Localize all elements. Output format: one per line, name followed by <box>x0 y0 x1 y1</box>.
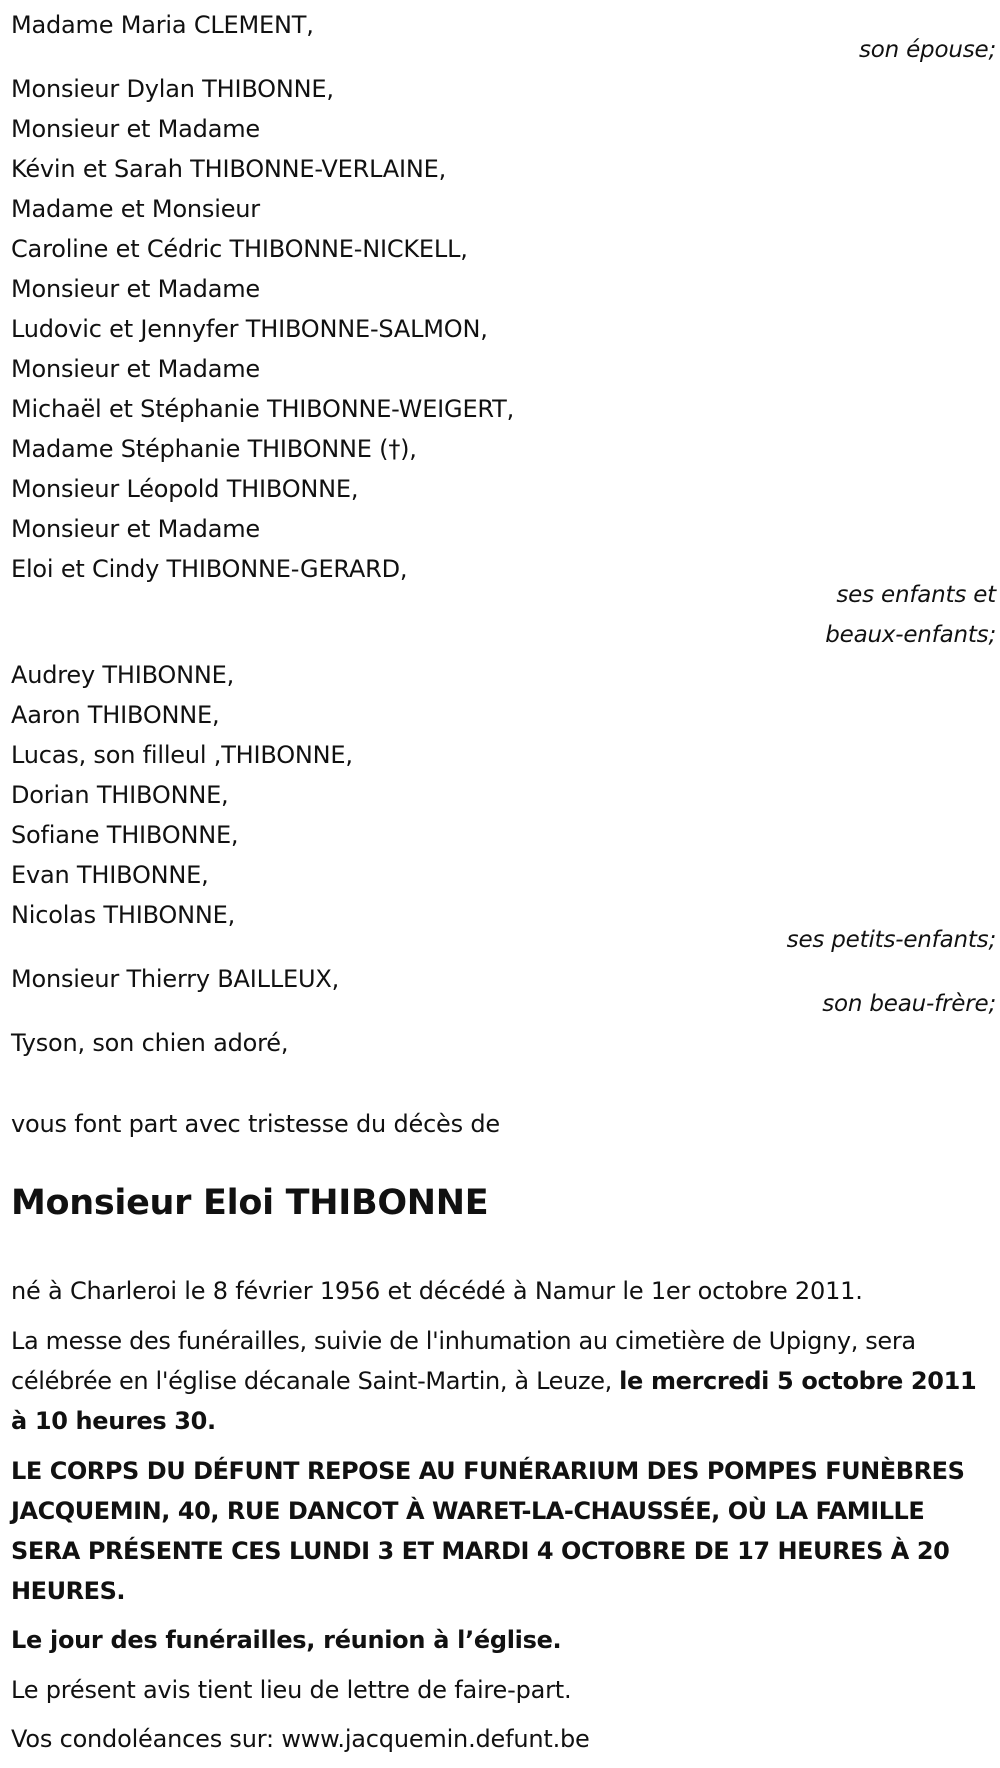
grandchild-line: Dorian THIBONNE, <box>11 781 229 809</box>
child-line: Monsieur Léopold THIBONNE, <box>11 475 359 503</box>
pet-name: Tyson, son chien adoré, <box>11 1029 289 1057</box>
meeting-text: Le jour des funérailles, réunion à l’église. <box>11 1626 562 1654</box>
child-line: Caroline et Cédric THIBONNE-NICKELL, <box>11 235 468 263</box>
brother-in-law-role: son beau-frère; <box>822 991 996 1017</box>
birth-death-text: né à Charleroi le 8 février 1956 et décédé à Namur le 1er octobre 2011. <box>11 1277 863 1305</box>
grandchild-line: Evan THIBONNE, <box>11 861 209 889</box>
child-line: Kévin et Sarah THIBONNE-VERLAINE, <box>11 155 447 183</box>
mass-date: le mercredi 5 octobre 2011 à 10 heures 30 <box>11 1367 977 1435</box>
grandchild-line: Sofiane THIBONNE, <box>11 821 239 849</box>
grandchild-line: Audrey THIBONNE, <box>11 661 235 689</box>
brother-in-law-name: Monsieur Thierry BAILLEUX, <box>11 965 339 993</box>
child-line: Michaël et Stéphanie THIBONNE-WEIGERT, <box>11 395 515 423</box>
child-line: Monsieur et Madame <box>11 275 260 303</box>
spouse-role: son épouse; <box>858 37 996 63</box>
child-line: Madame et Monsieur <box>11 195 260 223</box>
condolences-label: Vos condoléances sur: <box>11 1725 282 1753</box>
condolences-line <box>11 1724 590 1754</box>
mass-end: . <box>207 1407 216 1435</box>
children-role: ses enfants et <box>836 582 996 608</box>
grandchild-line: Aaron THIBONNE, <box>11 701 220 729</box>
child-line: Monsieur Dylan THIBONNE, <box>11 75 334 103</box>
spouse-name: Madame Maria CLEMENT, <box>11 11 314 39</box>
child-line: Monsieur et Madame <box>11 115 260 143</box>
grandchild-line: Lucas, son filleul ,THIBONNE, <box>11 741 353 769</box>
child-line: Monsieur et Madame <box>11 515 260 543</box>
mass-paragraph <box>11 1321 991 1441</box>
grandchild-line: Nicolas THIBONNE, <box>11 901 236 929</box>
notice-text: Le présent avis tient lieu de lettre de faire-part. <box>11 1676 572 1704</box>
child-line: Eloi et Cindy THIBONNE-GERARD, <box>11 555 408 583</box>
child-line: Madame Stéphanie THIBONNE (†), <box>11 435 417 463</box>
children-role: beaux-enfants; <box>825 622 996 648</box>
condolences-link[interactable]: www.jacquemin.defunt.be <box>281 1725 590 1753</box>
mass-text: La messe des funérailles, suivie de l'inhumation au cimetière de Upigny, sera célébrée en l'église décanale Saint-Martin, à Leuze, <box>11 1327 916 1395</box>
viewing-paragraph: LE CORPS DU DÉFUNT REPOSE AU FUNÉRARIUM DES POMPES FUNÈBRES JACQUEMIN, 40, RUE DANCOT À WARET-LA-CHAUSSÉE, OÙ LA FAMILLE SERA PRÉSENTE CES LUNDI 3 ET MARDI 4 OCTOBRE DE 17 HEURES À 20 HEURES. <box>11 1457 965 1605</box>
child-line: Ludovic et Jennyfer THIBONNE-SALMON, <box>11 315 488 343</box>
child-line: Monsieur et Madame <box>11 355 260 383</box>
deceased-name: Monsieur Eloi THIBONNE <box>11 1183 489 1223</box>
grandchildren-role: ses petits-enfants; <box>786 927 996 953</box>
announcement-text: vous font part avec tristesse du décès de <box>11 1110 500 1138</box>
